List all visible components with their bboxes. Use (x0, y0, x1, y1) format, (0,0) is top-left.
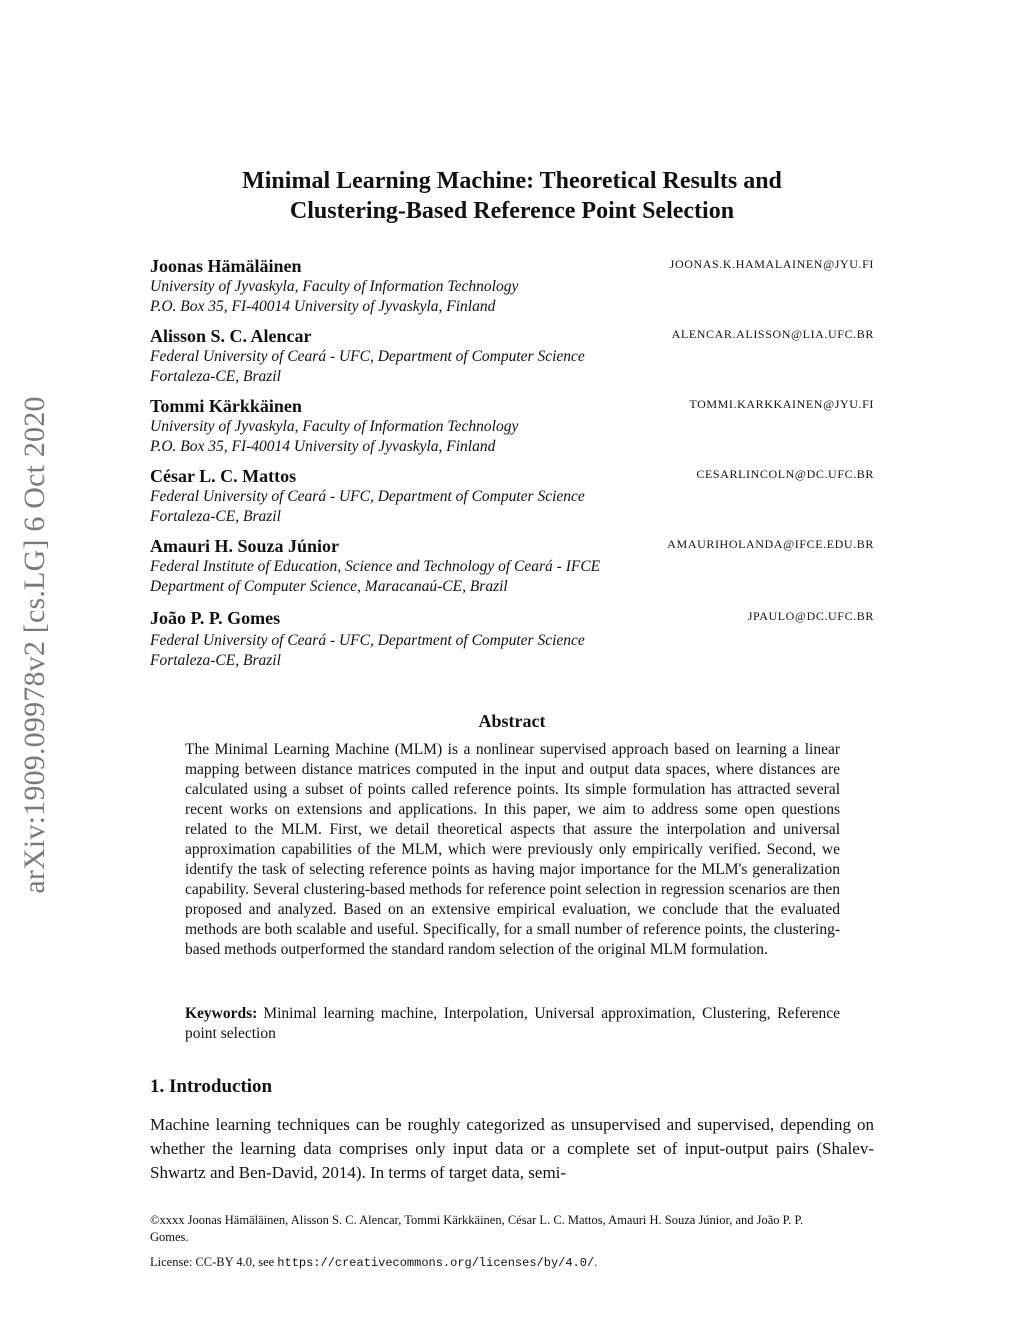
section-heading-introduction: 1. Introduction (150, 1076, 273, 1097)
author-affiliation: Federal University of Ceará - UFC, Department of Computer Science (150, 348, 585, 365)
author-address: Department of Computer Science, Maracanaú-CE, Brazil (150, 578, 508, 595)
author-affiliation: Federal Institute of Education, Science and Technology of Ceará - IFCE (150, 558, 601, 575)
author-name: João P. P. Gomes (150, 608, 281, 628)
keywords-label: Keywords: (185, 1005, 258, 1022)
abstract-text: The Minimal Learning Machine (MLM) is a nonlinear supervised approach based on learning a linear mapping between distance matrices computed in the input and output data spaces, where distances are calculated using a subset of points called reference points. Its simple formulation has attracted several recent works on extensions and applications. In this paper, we aim to address some open questions related to the MLM. First, we detail theoretical aspects that assure the interpolation and universal approximation capabilities of the MLM, which were previously only empirically verified. Second, we identify the task of selecting reference points as having major importance for the MLM's generalization capability. Several clustering-based methods for reference point selection in regression scenarios are then proposed and analyzed. Based on an extensive empirical evaluation, we conclude that the evaluated methods are both scalable and useful. Specifically, for a small number of reference points, the clustering-based methods outperformed the standard random selection of the original MLM formulation. (185, 741, 840, 958)
author-block (150, 325, 874, 387)
abstract-heading: Abstract (478, 711, 546, 731)
author-name: Alisson S. C. Alencar (150, 326, 312, 346)
author-affiliation: Federal University of Ceará - UFC, Department of Computer Science (150, 632, 585, 649)
title-line-1: Minimal Learning Machine: Theoretical Results and (242, 168, 782, 194)
author-name: Joonas Hämäläinen (150, 256, 302, 276)
author-block (150, 395, 874, 457)
author-address: Fortaleza-CE, Brazil (150, 652, 281, 669)
copyright-footnote: ©xxxx Joonas Hämäläinen, Alisson S. C. Alencar, Tommi Kärkkäinen, César L. C. Mattos, Amauri H. Souza Júnior, and João P. P. Gomes. (150, 1213, 804, 1244)
author-email[interactable]: CESARLINCOLN@DC.UFC.BR (696, 467, 874, 481)
author-email[interactable]: JOONAS.K.HAMALAINEN@JYU.FI (669, 257, 874, 271)
author-name: Tommi Kärkkäinen (150, 396, 302, 416)
author-email[interactable]: JPAULO@DC.UFC.BR (747, 609, 874, 623)
author-email[interactable]: TOMMI.KARKKAINEN@JYU.FI (689, 397, 874, 411)
author-address: Fortaleza-CE, Brazil (150, 368, 281, 385)
author-affiliation: University of Jyvaskyla, Faculty of Information Technology (150, 418, 519, 435)
keywords-text: Minimal learning machine, Interpolation, Universal approximation, Clustering, Reference point selection (185, 1005, 840, 1042)
author-name: Amauri H. Souza Júnior (150, 536, 340, 556)
author-block (150, 255, 874, 317)
introduction-text: Machine learning techniques can be roughly categorized as unsupervised and supervised, depending on whether the learning data comprises only input data or a complete set of input-output pairs (Shalev-Shwartz and Ben-David, 2014). In terms of target data, semi- (150, 1115, 874, 1182)
license-prefix: License: CC-BY 4.0, see (150, 1255, 278, 1269)
author-block (150, 465, 874, 527)
title-line-2: Clustering-Based Reference Point Selection (289, 198, 735, 224)
license-line (150, 1254, 874, 1272)
author-address: Fortaleza-CE, Brazil (150, 508, 281, 525)
paper-title (150, 166, 874, 226)
author-name: César L. C. Mattos (150, 466, 297, 486)
license-suffix: . (594, 1255, 598, 1269)
keywords (185, 1004, 840, 1044)
author-address: P.O. Box 35, FI-40014 University of Jyvaskyla, Finland (150, 438, 496, 455)
author-affiliation: University of Jyvaskyla, Faculty of Information Technology (150, 278, 519, 295)
author-address: P.O. Box 35, FI-40014 University of Jyvaskyla, Finland (150, 298, 496, 315)
license-link[interactable]: https://creativecommons.org/licenses/by/4.0/ (277, 1256, 595, 1270)
author-email[interactable]: ALENCAR.ALISSON@LIA.UFC.BR (671, 327, 874, 341)
author-affiliation: Federal University of Ceará - UFC, Department of Computer Science (150, 488, 585, 505)
author-block (150, 535, 874, 597)
author-email[interactable]: AMAURIHOLANDA@IFCE.EDU.BR (667, 537, 874, 551)
arxiv-sidebar (14, 357, 56, 932)
author-block (150, 607, 874, 671)
arxiv-identifier: arXiv:1909.09978v2 [cs.LG] 6 Oct 2020 (18, 395, 51, 894)
